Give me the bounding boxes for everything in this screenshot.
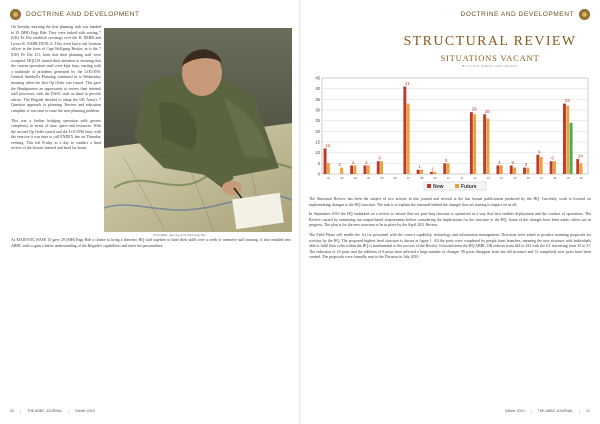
bar-now (350, 165, 353, 174)
legend-label: Now (433, 183, 444, 190)
article-paragraph: The Structural Review has been the subject of two articles in this journal and several at the last formal publications produced by the HQ. Currently, work is focused on implementing changes to the HQ structure. The task is to explain the rationale behind the changes that are starting to impact on us all. (309, 197, 591, 207)
bar-data-label: 6 (551, 155, 554, 161)
bar-now (443, 163, 446, 174)
journal-name: THE ABBC JOURNAL (537, 409, 574, 413)
crest-icon (579, 9, 590, 20)
y-tick-label: 10 (315, 150, 320, 156)
bar-future (500, 165, 503, 174)
legend-swatch (427, 184, 431, 188)
x-tick-label: 15 (513, 176, 517, 180)
bar-future (433, 172, 436, 174)
intro-paragraph: On Tuesday morning the first planning task was handed to 29 (MH) Engr Bde. They were tasked with seizing 7 (UK) Fe Div establish crossings over the R. NEBB and Lower R. NARR DUNLA. They even had a real German officer in the form of Capt Wolfgang Becker, as is the 7 (UK) Fe Div LO, from that their planning staff were occupied. HQCOS turned their attention to ensuring that the current operations staff were kept busy, starting with a multitude of problems generated by the LOCONS. General Smithell's Planning continued in to Wednesday morning when the first Op Order was issued. This gave the Headquarters an opportunity to review their internal staff processes, with the DASC staff on hand to provide advice. The Brigade decided to adopt the UK Army's 7 Question approach to planning. Review and education complete, it was time to issue the next planning problem. (11, 25, 101, 113)
bar-data-label: 41 (405, 81, 410, 87)
y-tick-label: 0 (317, 171, 320, 177)
plot-area (322, 78, 588, 174)
chart-svg (308, 74, 592, 196)
bar-now (496, 165, 499, 174)
issue-label: Winter 2010 (505, 409, 525, 413)
bar-future (420, 170, 423, 174)
bar-future (447, 163, 450, 174)
bar-data-label: 6 (378, 155, 381, 161)
bar-data-label: 29 (471, 106, 477, 112)
bar-future (407, 104, 410, 174)
article-paragraph: The Field Phase will enable the 1st for personnel with the correct capability, technology and information management. Divisions were asked to produce manning proposals for scrutiny by the HQ. The proposed highest level structure is shown at figure 1. All the posts were completed by people from branches, meaning the new structure with individuals able to fulfil their roles within the HQ is fundamental to the success of the Review. In broad terms the HQ ABBC OR reduces from 444 to 432 with the G1 increasing from 35 to 37. The reduction of 16 posts and the addition of 6 posts have affected a large number of changes. 96 posts disappear from the old structure and 51 completely new posts have been created. The proposals were formally sent to the Division in July 2010. (309, 232, 591, 260)
bar-now (523, 168, 526, 174)
article-paragraph: In September 2010 the HQ embarked on a review to ensure that our post-Iraq structure is optimised in a way that best enables deployment and the conduct of operations. The Review started by examining our output-based requirements before considering the implications for the structure of the HQ. Some of the changes have been made, others are in progress. The plan is for the new structure to be in place by the April 2011 Review. (309, 212, 591, 228)
bar-data-label: 1 (431, 166, 435, 172)
bar-data-label: 33 (564, 98, 570, 104)
x-tick-label: 11 (460, 176, 464, 180)
bar-data-label: 5 (444, 157, 448, 163)
x-tick-label: 05 (380, 176, 384, 180)
bar-data-label: 4 (351, 159, 355, 165)
x-tick-label: 08 (420, 176, 424, 180)
y-tick-label: 45 (315, 75, 320, 81)
section-label: DOCTRINE AND DEVELOPMENT (460, 11, 574, 18)
right-footer: Winter 2010 | THE ABBC JOURNAL | 21 (505, 409, 590, 413)
legend-label: Future (461, 183, 477, 190)
x-tick-label: 07 (406, 176, 411, 180)
bar-future (487, 119, 490, 174)
planning-photo (104, 28, 292, 232)
bar-future (380, 161, 383, 174)
bar-now (510, 165, 513, 174)
bar-now (576, 159, 579, 174)
y-tick-label: 35 (315, 96, 320, 102)
bar-data-label: 3 (524, 162, 528, 168)
photo-caption: PICTURED: planning at 29 (MH) Engr Bde (153, 233, 206, 237)
bar-now (363, 165, 366, 174)
x-tick-label: 13 (486, 176, 490, 180)
article-byline: BY LT COL (RETD) TONY GILROY (462, 64, 518, 68)
bar-now (403, 87, 406, 174)
bar-future (473, 114, 476, 174)
x-tick-label: 03 (353, 176, 357, 180)
article-title-block (390, 34, 590, 68)
x-tick-label: 14 (499, 176, 504, 180)
x-tick-label: 18 (553, 176, 557, 180)
x-tick-label: 02 (340, 176, 344, 180)
article-title: STRUCTURAL REVIEW (403, 34, 577, 49)
x-tick-label: 10 (446, 176, 450, 180)
bar-future (553, 161, 556, 174)
page-number: 20 (10, 409, 14, 413)
bar-now (470, 112, 473, 174)
x-tick-label: 01 (327, 176, 331, 180)
bar-future (513, 168, 516, 174)
bar-future (367, 165, 370, 174)
bar-future (540, 157, 543, 174)
bar-now (324, 148, 327, 174)
bar-future (354, 165, 357, 174)
bar-data-label: 9 (538, 149, 541, 155)
bar-data-label: 12 (325, 142, 331, 148)
bar-now (430, 172, 433, 174)
issue-label: Winter 2010 (75, 409, 95, 413)
x-tick-label: 04 (366, 176, 371, 180)
bar-now (536, 155, 539, 174)
structure-bar-chart (308, 74, 592, 196)
closing-paragraph: As MAJESTIC BASE 10 gave 29 (MH) Engr Bde a chance to bring a theoretic HQ staff together to hone their skills over a week of intensive staff training. It also enabled new ABBC staff to gain a better understanding of the Brigade's capabilities and meet the personalities. (11, 238, 291, 248)
left-page-header (10, 9, 140, 20)
x-tick-label: 17 (539, 176, 544, 180)
bar-extra (570, 123, 573, 174)
bar-future (327, 163, 330, 174)
intro-paragraph: This was a further bridging operation with greater complexity in terms of time, space and resources. With the second Op Order issued and the LOCONS busy with the exercise it was time to call ENDEX late on Thursday evening. This left Friday as a day to conduct a final review of the lessons learned and head for home. (11, 118, 101, 151)
bar-future (580, 163, 583, 174)
bar-data-label: 5 (511, 159, 514, 165)
bar-data-label: 2 (338, 162, 342, 168)
y-tick-label: 15 (315, 139, 320, 145)
bar-data-label: 24 (577, 153, 583, 159)
legend-swatch (455, 184, 459, 188)
y-tick-label: 25 (315, 118, 320, 124)
y-tick-label: 40 (315, 86, 320, 92)
bar-now (550, 161, 553, 174)
y-tick-label: 30 (315, 107, 320, 113)
bar-now (417, 170, 420, 174)
closing-text (11, 238, 291, 252)
bar-data-label: 28 (484, 108, 490, 114)
right-page-header (461, 9, 591, 20)
bar-now (563, 104, 566, 174)
bar-future (566, 106, 569, 174)
article-subtitle: SITUATIONS VACANT (440, 53, 540, 63)
x-tick-label: 20 (579, 176, 583, 180)
bar-data-label: 4 (498, 159, 501, 165)
right-article-text (309, 197, 591, 265)
bar-future (340, 168, 343, 174)
x-tick-label: 06 (393, 176, 397, 180)
bar-now (483, 114, 486, 174)
y-tick-label: 5 (317, 160, 320, 166)
y-tick-label: 20 (315, 128, 320, 134)
page-number: 21 (586, 409, 590, 413)
x-tick-label: 09 (433, 176, 437, 180)
crest-icon (10, 9, 21, 20)
bar-data-label: 4 (365, 159, 368, 165)
left-footer: 20 | THE ABBC JOURNAL | Winter 2010 (10, 409, 95, 413)
journal-name: THE ABBC JOURNAL (26, 409, 63, 413)
x-tick-label: 12 (473, 176, 477, 180)
bar-data-label: 1 (418, 164, 421, 170)
intro-column (11, 25, 101, 230)
bar-now (377, 161, 380, 174)
x-tick-label: 19 (566, 176, 570, 180)
bar-future (526, 168, 529, 174)
x-tick-label: 16 (526, 176, 530, 180)
section-label: DOCTRINE AND DEVELOPMENT (26, 11, 140, 18)
